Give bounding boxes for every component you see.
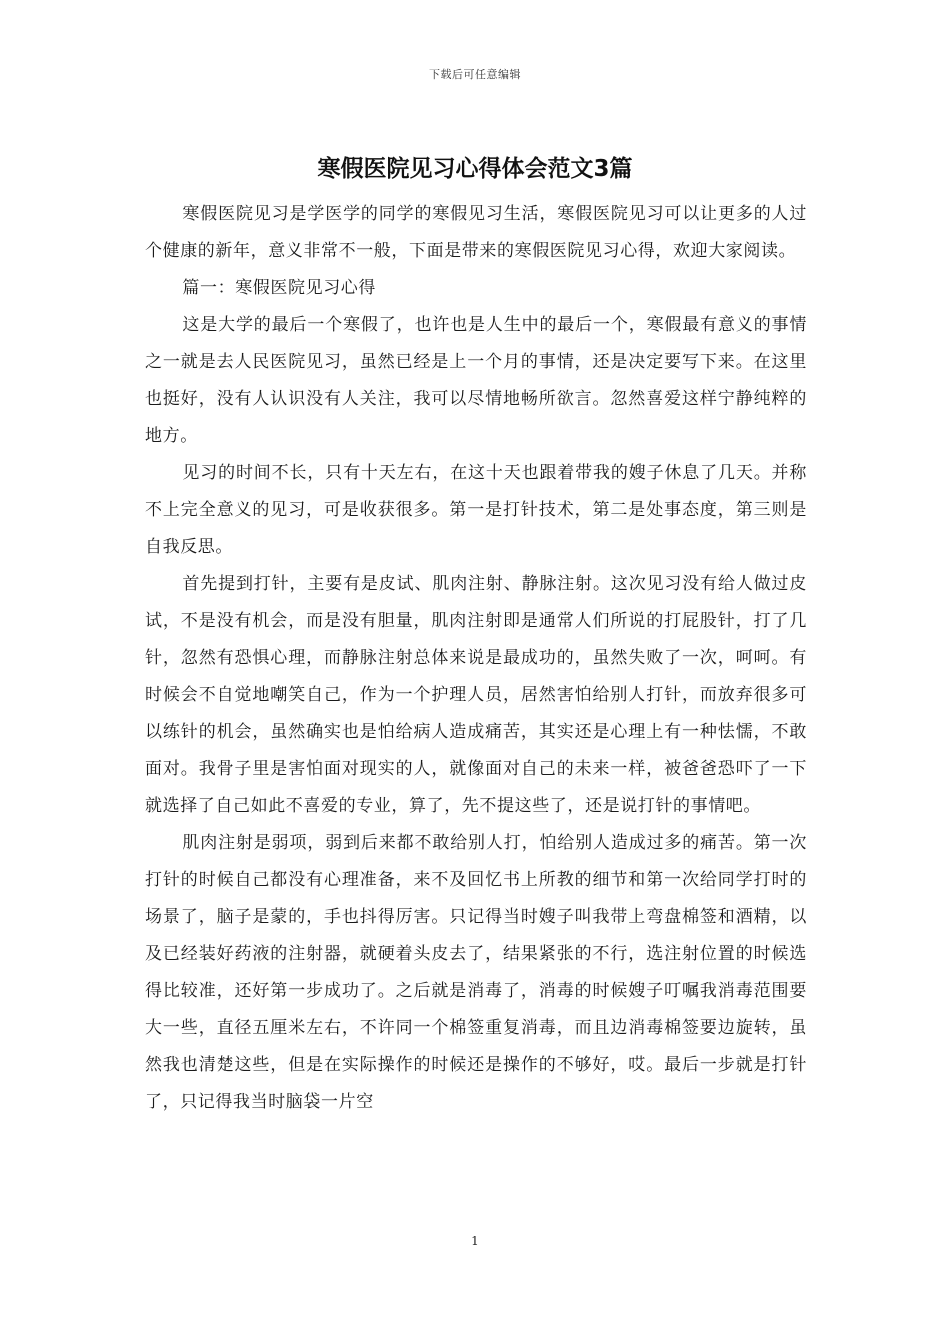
paragraph: 见习的时间不长，只有十天左右，在这十天也跟着带我的嫂子休息了几天。并称不上完全意义的见习，可是收获很多。第一是打针技术，第二是处事态度，第三则是自我反思。	[145, 463, 807, 557]
paragraph: 首先提到打针，主要有是皮试、肌肉注射、静脉注射。这次见习没有给人做过皮试，不是没有机会，而是没有胆量，肌肉注射即是通常人们所说的打屁股针，打了几针，忽然有恐惧心理，而静脉注射总体来说是最成功的，虽然失败了一次，呵呵。有时候会不自觉地嘲笑自己，作为一个护理人员，居然害怕给别人打针，而放弃很多可以练针的机会，虽然确实也是怕给病人造成痛苦，其实还是心理上有一种怯懦，不敢面对。我骨子里是害怕面对现实的人，就像面对自己的未来一样，被爸爸恐吓了一下就选择了自己如此不喜爱的专业，算了，先不提这些了，还是说打针的事情吧。	[145, 574, 807, 816]
paragraph: 这是大学的最后一个寒假了，也许也是人生中的最后一个，寒假最有意义的事情之一就是去人民医院见习，虽然已经是上一个月的事情，还是决定要写下来。在这里也挺好，没有人认识没有人关注，我可以尽情地畅所欲言。忽然喜爱这样宁静纯粹的地方。	[145, 315, 807, 446]
page-title: 寒假医院见习心得体会范文3篇	[317, 156, 633, 182]
document-body	[145, 196, 807, 1121]
page-number: 1	[471, 1234, 479, 1248]
header-note: 下载后可任意编辑	[429, 68, 521, 81]
paragraph: 肌肉注射是弱项，弱到后来都不敢给别人打，怕给别人造成过多的痛苦。第一次打针的时候自己都没有心理准备，来不及回忆书上所教的细节和第一次给同学打时的场景了，脑子是蒙的，手也抖得厉害。只记得当时嫂子叫我带上弯盘棉签和酒精，以及已经装好药液的注射器，就硬着头皮去了，结果紧张的不行，选注射位置的时候选得比较准，还好第一步成功了。之后就是消毒了，消毒的时候嫂子叮嘱我消毒范围要大一些，直径五厘米左右，不许同一个棉签重复消毒，而且边消毒棉签要边旋转，虽然我也清楚这些，但是在实际操作的时候还是操作的不够好，哎。最后一步就是打针了，只记得我当时脑袋一片空	[145, 833, 807, 1112]
paragraph-intro: 寒假医院见习是学医学的同学的寒假见习生活，寒假医院见习可以让更多的人过个健康的新年，意义非常不一般，下面是带来的寒假医院见习心得，欢迎大家阅读。	[145, 204, 807, 261]
section-heading: 篇一：寒假医院见习心得	[182, 278, 376, 298]
